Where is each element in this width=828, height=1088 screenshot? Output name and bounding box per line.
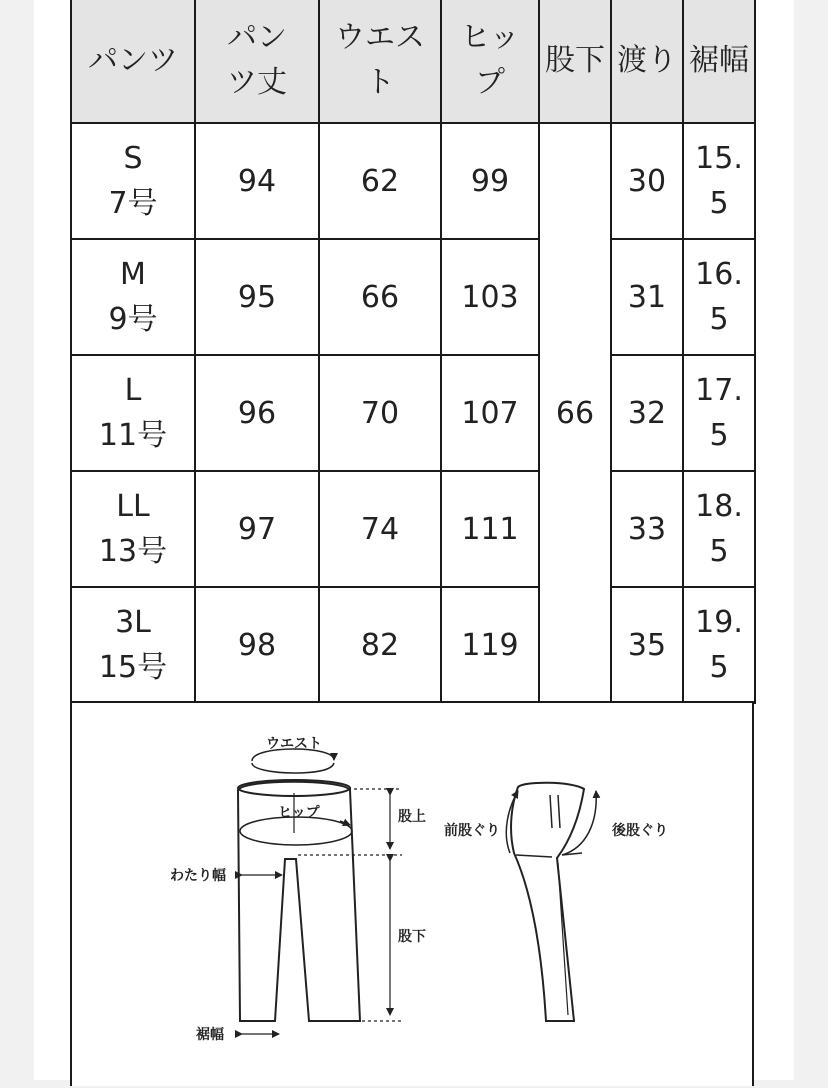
hem-cell: 15.5: [683, 123, 755, 239]
waist-label: ウエスト: [266, 736, 322, 752]
length-cell: 98: [195, 587, 319, 703]
measurement-diagram: [70, 701, 754, 1086]
hem-width-label: 裾幅: [196, 1027, 224, 1043]
hem-cell: 17.5: [683, 355, 755, 471]
front-rise-label: 前股ぐり: [444, 823, 500, 839]
size-cell: [71, 587, 195, 703]
thigh-width-label: わたり幅: [170, 868, 226, 884]
rise-label: 股上: [398, 809, 426, 825]
size-number: 9号: [108, 302, 158, 337]
hip-cell: 99: [441, 123, 539, 239]
size-label: M: [120, 257, 146, 292]
header-waist: ウエスト: [319, 0, 441, 123]
length-cell: 95: [195, 239, 319, 355]
thigh-cell: 31: [611, 239, 683, 355]
table-row: [71, 587, 755, 703]
size-number: 7号: [108, 186, 158, 221]
size-label: 3L: [115, 605, 151, 640]
size-cell: [71, 355, 195, 471]
thigh-cell: 33: [611, 471, 683, 587]
inseam-cell: 66: [539, 123, 611, 703]
header-hip: ヒップ: [441, 0, 539, 123]
hip-cell: 111: [441, 471, 539, 587]
inseam-dimension: [362, 861, 402, 1021]
hip-cell: 103: [441, 239, 539, 355]
size-cell: [71, 239, 195, 355]
header-thigh: 渡り: [611, 0, 683, 123]
thigh-cell: 30: [611, 123, 683, 239]
hem-cell: 19.5: [683, 587, 755, 703]
waist-cell: 82: [319, 587, 441, 703]
header-pants: パンツ: [71, 0, 195, 123]
header-inseam: 股下: [539, 0, 611, 123]
waist-cell: 74: [319, 471, 441, 587]
thigh-cell: 35: [611, 587, 683, 703]
pants-diagram-svg: [72, 703, 756, 1088]
table-row: [71, 355, 755, 471]
table-row: [71, 471, 755, 587]
waist-arrow: [252, 749, 334, 773]
length-cell: 97: [195, 471, 319, 587]
header-row: [71, 0, 755, 123]
size-cell: [71, 471, 195, 587]
hip-label: ヒップ: [278, 805, 320, 821]
length-cell: 96: [195, 355, 319, 471]
side-pants-outline: [511, 783, 584, 1021]
hip-cell: 119: [441, 587, 539, 703]
waist-cell: 70: [319, 355, 441, 471]
size-label: LL: [116, 489, 150, 524]
table-row: [71, 123, 755, 239]
header-hem: 裾幅: [683, 0, 755, 123]
waist-cell: 62: [319, 123, 441, 239]
size-number: 11号: [98, 418, 168, 453]
length-cell: 94: [195, 123, 319, 239]
waist-cell: 66: [319, 239, 441, 355]
hem-cell: 16.5: [683, 239, 755, 355]
size-number: 13号: [98, 534, 168, 569]
back-rise-label: 後股ぐり: [612, 823, 668, 839]
hem-cell: 18.5: [683, 471, 755, 587]
side-pants-illustration: [511, 783, 584, 1021]
size-label: S: [123, 141, 143, 176]
size-label: L: [124, 373, 142, 408]
size-cell: [71, 123, 195, 239]
table-row: [71, 239, 755, 355]
thigh-cell: 32: [611, 355, 683, 471]
hip-cell: 107: [441, 355, 539, 471]
size-chart-table: [70, 0, 756, 704]
inseam-label: 股下: [398, 929, 426, 945]
header-pants-length: パンツ丈: [195, 0, 319, 123]
size-number: 15号: [98, 650, 168, 685]
